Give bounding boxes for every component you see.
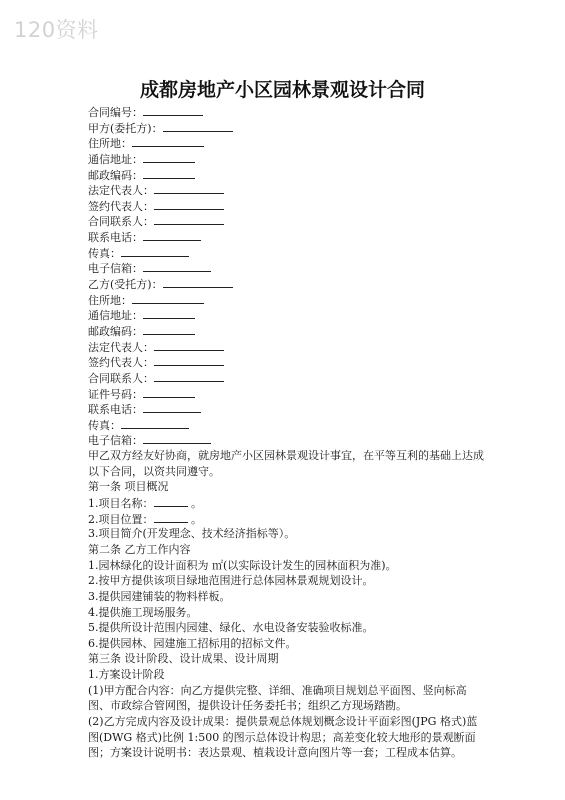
field-a-signing-rep <box>88 198 488 214</box>
field-label: 合同联系人： <box>88 371 154 385</box>
blank-line <box>143 229 201 241</box>
field-label: 住所地： <box>88 137 132 151</box>
field-a-fax <box>88 245 488 261</box>
blank-line <box>143 104 203 116</box>
blank-line <box>143 323 195 335</box>
field-b-address <box>88 292 488 308</box>
field-label: 传真： <box>88 246 121 260</box>
field-b-legal-rep <box>88 339 488 355</box>
article-3-heading: 第三条 设计阶段、设计成果、设计周期 <box>88 652 279 666</box>
field-party-a <box>88 120 488 136</box>
field-label: 1.项目名称： <box>88 497 154 511</box>
blank-line <box>143 167 195 179</box>
blank-line <box>121 417 189 429</box>
field-a-legal-rep <box>88 182 488 198</box>
field-label: 合同联系人： <box>88 215 154 229</box>
list-item: 2.按甲方提供该项目绿地范围进行总体园林景观规划设计。 <box>88 574 374 588</box>
field-b-postcode <box>88 323 488 339</box>
blank-line <box>143 151 195 163</box>
intro-paragraph: 甲乙双方经友好协商，就房地产小区园林景观设计事宜，在平等互利的基础上达成以下合同，以资共同遵守。 <box>88 449 484 478</box>
field-label: 联系电话： <box>88 231 143 245</box>
blank-line <box>154 339 224 351</box>
field-contract-number <box>88 104 488 120</box>
blank-line <box>143 260 211 272</box>
field-label: 合同编号： <box>88 106 143 119</box>
article-1-heading: 第一条 项目概况 <box>88 480 169 494</box>
blank-line <box>132 135 204 147</box>
party-b-deliverables-paragraph: (2)乙方完成内容及设计成果：提供景观总体规划概念设计平面彩图(JPG 格式)蓝图(DWG 格式)比例 1:500 的图示总体设计构思；高差变化较大地形的景观断面图；方案设计说明书：表达景观、植栽设计意向图片等一套；工程成本估算。 <box>88 715 478 760</box>
field-label: 通信地址： <box>88 152 143 166</box>
field-a-email <box>88 260 488 276</box>
field-label: 传真： <box>88 418 121 432</box>
field-b-email <box>88 432 488 448</box>
field-label: 签约代表人： <box>88 356 154 370</box>
field-a-phone <box>88 229 488 245</box>
blank-line <box>154 511 188 523</box>
blank-line <box>163 120 233 132</box>
page-title: 成都房地产小区园林景观设计合同 <box>139 79 425 101</box>
field-label: 乙方(受托方)： <box>88 278 163 292</box>
field-a-postcode <box>88 167 488 183</box>
line-end: 。 <box>191 497 202 511</box>
document-body <box>88 104 488 761</box>
project-brief-line: 3.项目简介(开发理念、技术经济指标等）。 <box>88 527 296 541</box>
field-label: 证件号码： <box>88 387 143 401</box>
field-party-b <box>88 276 488 292</box>
blank-line <box>143 307 195 319</box>
field-label: 通信地址： <box>88 309 143 323</box>
field-b-id-number <box>88 386 488 402</box>
blank-line <box>132 292 204 304</box>
party-a-cooperation-paragraph: (1)甲方配合内容：向乙方提供完整、详细、准确项目规划总平面图、竖向标高图、市政综合管网图，提供设计任务委托书；组织乙方现场踏勘。 <box>88 683 467 713</box>
blank-line <box>143 432 211 444</box>
field-a-contact <box>88 213 488 229</box>
blank-line <box>154 182 224 194</box>
field-a-mail-address <box>88 151 488 167</box>
field-label: 2.项目位置： <box>88 512 154 526</box>
field-label: 法定代表人： <box>88 184 154 198</box>
blank-line <box>154 495 188 507</box>
field-label: 住所地： <box>88 293 132 307</box>
list-item: 4.提供施工现场服务。 <box>88 605 198 619</box>
field-b-phone <box>88 401 488 417</box>
watermark: 120资料 <box>14 18 99 42</box>
article-2-heading: 第二条 乙方工作内容 <box>88 542 191 556</box>
field-b-mail-address <box>88 307 488 323</box>
field-label: 电子信箱： <box>88 434 143 448</box>
field-b-contact <box>88 370 488 386</box>
list-item: 3.提供园建铺装的物料样板。 <box>88 589 231 603</box>
blank-line <box>143 386 195 398</box>
blank-line <box>154 213 224 225</box>
list-item: 6.提供园林、园建施工招标用的招标文件。 <box>88 636 297 650</box>
blank-line <box>163 276 233 288</box>
field-label: 联系电话： <box>88 403 143 417</box>
field-a-address <box>88 135 488 151</box>
project-name-line <box>88 495 488 511</box>
list-item: 5.提供所设计范围内园建、绿化、水电设备安装验收标准。 <box>88 621 374 635</box>
field-label: 甲方(委托方)： <box>88 121 163 135</box>
field-label: 签约代表人： <box>88 199 154 213</box>
field-b-signing-rep <box>88 354 488 370</box>
field-label: 法定代表人： <box>88 340 154 354</box>
stage-heading: 1.方案设计阶段 <box>88 668 165 682</box>
blank-line <box>121 245 189 257</box>
field-label: 邮政编码： <box>88 324 143 338</box>
field-b-fax <box>88 417 488 433</box>
blank-line <box>143 401 201 413</box>
blank-line <box>154 354 224 366</box>
blank-line <box>154 198 224 210</box>
list-item: 1.园林绿化的设计面积为 ㎡(以实际设计发生的园林面积为准)。 <box>88 558 397 572</box>
party-info-list <box>88 104 488 448</box>
field-label: 邮政编码： <box>88 168 143 182</box>
blank-line <box>154 370 224 382</box>
line-end: 。 <box>191 512 202 526</box>
field-label: 电子信箱： <box>88 262 143 276</box>
project-location-line <box>88 511 488 527</box>
